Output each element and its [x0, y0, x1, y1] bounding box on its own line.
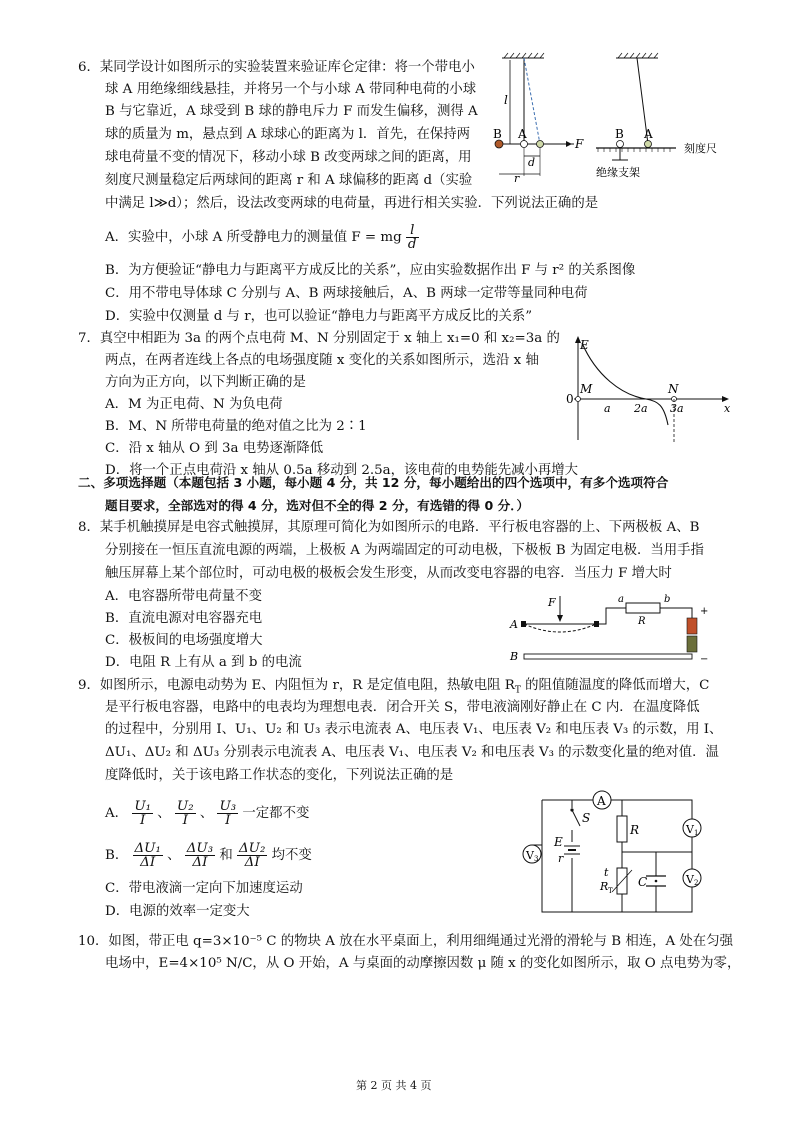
label-ammeter: A	[597, 794, 606, 808]
label-e: E	[580, 338, 589, 352]
frac-numerator: l	[406, 224, 419, 238]
q9-option-b-end: 均不变	[271, 848, 312, 863]
q6-option-d: D．实验中仅测量 d 与 r，也可以验证“静电力与距离平方成反比的关系”	[105, 309, 533, 324]
label-b-node: b	[664, 594, 671, 605]
label-b: B	[493, 127, 502, 141]
q9-line1	[78, 678, 709, 699]
ball-a-deflected	[537, 141, 544, 148]
q8-line2: 分别接在一恒压直流电源的两端，上极板 A 为两端固定的可动电极，下极板 B 为固定电极．当用手指	[105, 543, 704, 558]
voltmeter-v3	[523, 845, 542, 863]
q6-line5: 球电荷量不变的情况下，移动小球 B 改变两球之间的距离，用	[105, 150, 472, 165]
label-origin: 0	[566, 392, 574, 406]
label-a-right: A	[644, 127, 653, 141]
e-curve	[582, 343, 668, 425]
voltmeter-v1	[683, 819, 701, 837]
q6-line4: 球的质量为 m，悬点到 A 球球心的距离为 l．首先，在保持两	[105, 127, 471, 142]
frac-denominator: ΔI	[244, 855, 260, 870]
resistor-r	[617, 816, 639, 842]
frac-numerator: U₃	[219, 799, 237, 814]
q6-line2: 球 A 用绝缘细线悬挂，并将另一个与小球 A 带同种电荷的小球	[105, 82, 477, 97]
frac-denominator: I	[182, 813, 188, 828]
label-switch: S	[582, 811, 591, 825]
q7-line3: 方向为正方向，以下判断正确的是	[105, 375, 306, 390]
label-a: a	[604, 402, 611, 415]
label-l: l	[504, 93, 508, 107]
label-a-node: a	[618, 594, 624, 605]
q6-line7: 中满足 l≫d）；然后，设法改变两球的电荷量，再进行相关实验．下列说法正确的是	[105, 196, 599, 211]
label-e: E	[554, 835, 563, 849]
q9-a-frac2	[175, 800, 196, 827]
q6-line6: 刻度尺测量稳定后两球间的距离 r 和 A 球偏移的距离 d（实验	[105, 173, 473, 188]
battery-top	[687, 618, 697, 634]
q8-option-d: D．电阻 R 上有从 a 到 b 的电流	[105, 655, 302, 670]
q6-option-b: B．为方便验证“静电力与距离平方成反比的关系”，应由实验数据作出 F 与 r² 的关系图像	[105, 263, 636, 278]
q9-option-d: D．电源的效率一定变大	[105, 904, 250, 919]
frac-numerator: ΔU₃	[186, 841, 214, 856]
section2-line2: 题目要求，全部选对的得 4 分，选对但不全的得 2 分，有选错的得 0 分．）	[105, 498, 530, 513]
q9-option-a-end: 一定都不变	[242, 806, 310, 821]
label-r: r	[514, 172, 520, 185]
thermistor-rt	[599, 866, 632, 895]
q9-a-frac1	[132, 800, 153, 827]
q6-option-a-text: A．实验中，小球 A 所受静电力的测量值 F = mg	[105, 230, 402, 245]
ball-a	[521, 141, 528, 148]
frac-denominator: ΔI	[140, 855, 156, 870]
label-ruler: 刻度尺	[684, 142, 717, 155]
q9-option-b	[105, 842, 312, 869]
label-rt: R	[600, 880, 609, 893]
frac-numerator: U₁	[134, 799, 151, 814]
separator: 、	[157, 806, 171, 821]
q7-option-c: C．沿 x 轴从 O 到 3a 电势逐渐降低	[105, 441, 324, 456]
label-v2: V	[686, 873, 694, 886]
label-x: x	[724, 402, 731, 415]
frac-numerator: ΔU₂	[239, 841, 266, 856]
q8-figure	[510, 590, 720, 670]
q6-option-a-fraction	[406, 224, 419, 251]
q10-line2: 电场中，E=4×10⁵ N/C，从 O 开始，A 与桌面的动摩擦因数 μ 随 x 的变化如图所示，取 O 点电势为零，	[105, 956, 741, 971]
frac-denominator: d	[407, 237, 417, 252]
label-plus: +	[700, 606, 709, 617]
ruler-ticks	[598, 148, 670, 152]
frac-numerator: ΔU₁	[134, 841, 161, 856]
q7-line2: 两点，在两者连线上各点的电场强度随 x 变化的关系如图所示，选沿 x 轴	[105, 353, 539, 368]
label-r: R	[630, 823, 640, 837]
force-arrowhead	[557, 615, 563, 622]
q9-option-a-label: A．	[105, 806, 129, 821]
q6-option-a	[105, 224, 419, 251]
label-a: A	[518, 127, 527, 141]
q9-b-frac3	[237, 842, 267, 869]
page-footer: 第 2 页 共 4 页	[356, 1079, 432, 1092]
label-c: C	[638, 875, 648, 889]
q7-option-b: B．M、N 所带电荷量的绝对值之比为 2∶1	[105, 419, 367, 434]
q7-figure	[566, 335, 736, 445]
label-v2-sub: 2	[694, 879, 699, 887]
q9-a-frac3	[217, 800, 238, 827]
switch-s	[568, 808, 590, 830]
q8-option-b: B．直流电源对电容器充电	[105, 611, 263, 626]
q9-option-a	[105, 800, 309, 827]
section2-line1: 二、多项选择题（本题包括 3 小题，每小题 4 分，共 12 分，每小题给出的四个选项中，有多个选项符合	[78, 475, 669, 490]
and-word: 和	[219, 848, 233, 863]
plate-a-deformed	[524, 624, 596, 632]
capacitor-c	[638, 875, 666, 889]
q6-option-c: C．用不带电导体球 C 分别与 A、B 两球接触后，A、B 两球一定带等量同种电荷	[105, 286, 588, 301]
voltmeter-v2	[683, 869, 701, 887]
battery-bottom	[687, 636, 697, 652]
ammeter-a	[593, 791, 611, 809]
plate-b	[524, 654, 692, 659]
label-v3: V	[526, 849, 534, 862]
plate-a-end-left	[521, 621, 526, 627]
ball-b-right	[617, 141, 624, 148]
label-stand: 绝缘支架	[596, 166, 640, 179]
label-plate-a: A	[510, 618, 518, 631]
label-2a: 2a	[634, 402, 648, 415]
label-r: R	[638, 616, 646, 627]
q9-option-b-label: B．	[105, 848, 129, 863]
frac-denominator: ΔI	[192, 855, 208, 870]
q6-line3: B 与它靠近，A 球受到 B 球的静电斥力 F 而发生偏移，测得 A	[105, 104, 478, 119]
ceiling-right	[616, 53, 658, 58]
frac-numerator: U₂	[176, 799, 194, 814]
q6-figure	[490, 52, 730, 185]
separator: 、	[167, 848, 181, 863]
label-force: F	[548, 596, 556, 609]
separator: 、	[199, 806, 214, 821]
label-d: d	[528, 156, 536, 169]
point-m	[576, 397, 581, 402]
q9-line1-text: 9．如图所示，电源电动势为 E、内阻恒为 r，R 是定值电阻，热敏电阻 R	[78, 678, 515, 693]
q9-b-frac2	[185, 842, 215, 869]
label-m: M	[580, 382, 593, 396]
resistor-r	[626, 603, 660, 613]
q9-option-c: C．带电液滴一定向下加速度运动	[105, 881, 303, 896]
battery-e	[553, 835, 580, 865]
ball-b	[495, 140, 503, 148]
label-f: F	[575, 137, 584, 151]
q8-line3: 触压屏幕上某个部位时，可动电极的极板会发生形变，从而改变电容器的电容．当压力 F 增大时	[105, 566, 672, 581]
label-3a: 3a	[670, 402, 684, 415]
q9-line5: 度降低时，关于该电路工作状态的变化，下列说法正确的是	[105, 768, 454, 783]
label-r-internal: r	[558, 852, 564, 865]
q9-circuit	[514, 792, 714, 922]
q9-line4: ΔU₁、ΔU₂ 和 ΔU₃ 分别表示电流表 A、电压表 V₁、电压表 V₂ 和电压表 V₃ 的示数变化量的绝对值．温	[105, 745, 719, 760]
frac-denominator: I	[140, 813, 146, 828]
label-n: N	[668, 382, 679, 396]
q9-line1-sub: T	[514, 685, 521, 696]
label-plate-b: B	[510, 650, 519, 663]
q7-option-d: D．将一个正点电荷沿 x 轴从 0.5a 移动到 2.5a，该电荷的电势能先减小再增大	[105, 463, 579, 478]
ball-a-right	[645, 141, 652, 148]
q9-line2: 是平行板电容器，电路中的电表均为理想电表．闭合开关 S，带电液滴刚好静止在 C 内．在温度降低	[105, 700, 700, 715]
label-v1: V	[686, 823, 694, 836]
q8-option-c: C．极板间的电场强度增大	[105, 633, 263, 648]
label-v3-sub: 3	[534, 855, 539, 863]
q8-option-a: A．电容器所带电荷量不变	[105, 589, 262, 604]
q6-line1: 6．某同学设计如图所示的实验装置来验证库仑定律：将一个带电小	[78, 60, 475, 75]
q7-option-a: A．M 为正电荷、N 为负电荷	[105, 397, 283, 412]
label-t: t	[604, 866, 609, 879]
label-minus: −	[700, 654, 709, 665]
ceiling-left	[502, 53, 544, 58]
q9-b-frac1	[133, 842, 163, 869]
label-b-right: B	[615, 127, 624, 141]
q7-line1: 7．真空中相距为 3a 的两个点电荷 M、N 分别固定于 x 轴上 x₁=0 和 x₂=3a 的	[78, 331, 560, 346]
q8-line1: 8．某手机触摸屏是电容式触摸屏，其原理可简化为如图所示的电路．平行板电容器的上、下两极板 A、B	[78, 520, 700, 535]
q10-line1: 10．如图，带正电 q=3×10⁻⁵ C 的物块 A 放在水平桌面上，利用细绳通过光滑的滑轮与 B 相连，A 处在匀强	[78, 934, 733, 949]
f-arrowhead	[566, 141, 572, 147]
q9-line1-end: 的阻值随温度的降低而增大，C	[520, 678, 710, 693]
frac-denominator: I	[225, 813, 231, 828]
label-rt-sub: T	[608, 887, 613, 895]
label-v1-sub: 1	[694, 829, 699, 837]
q9-line3: 的过程中，分别用 I、U₁、U₂ 和 U₃ 表示电流表 A、电压表 V₁、电压表 V₂ 和电压表 V₃ 的示数，用 I、	[105, 722, 723, 737]
